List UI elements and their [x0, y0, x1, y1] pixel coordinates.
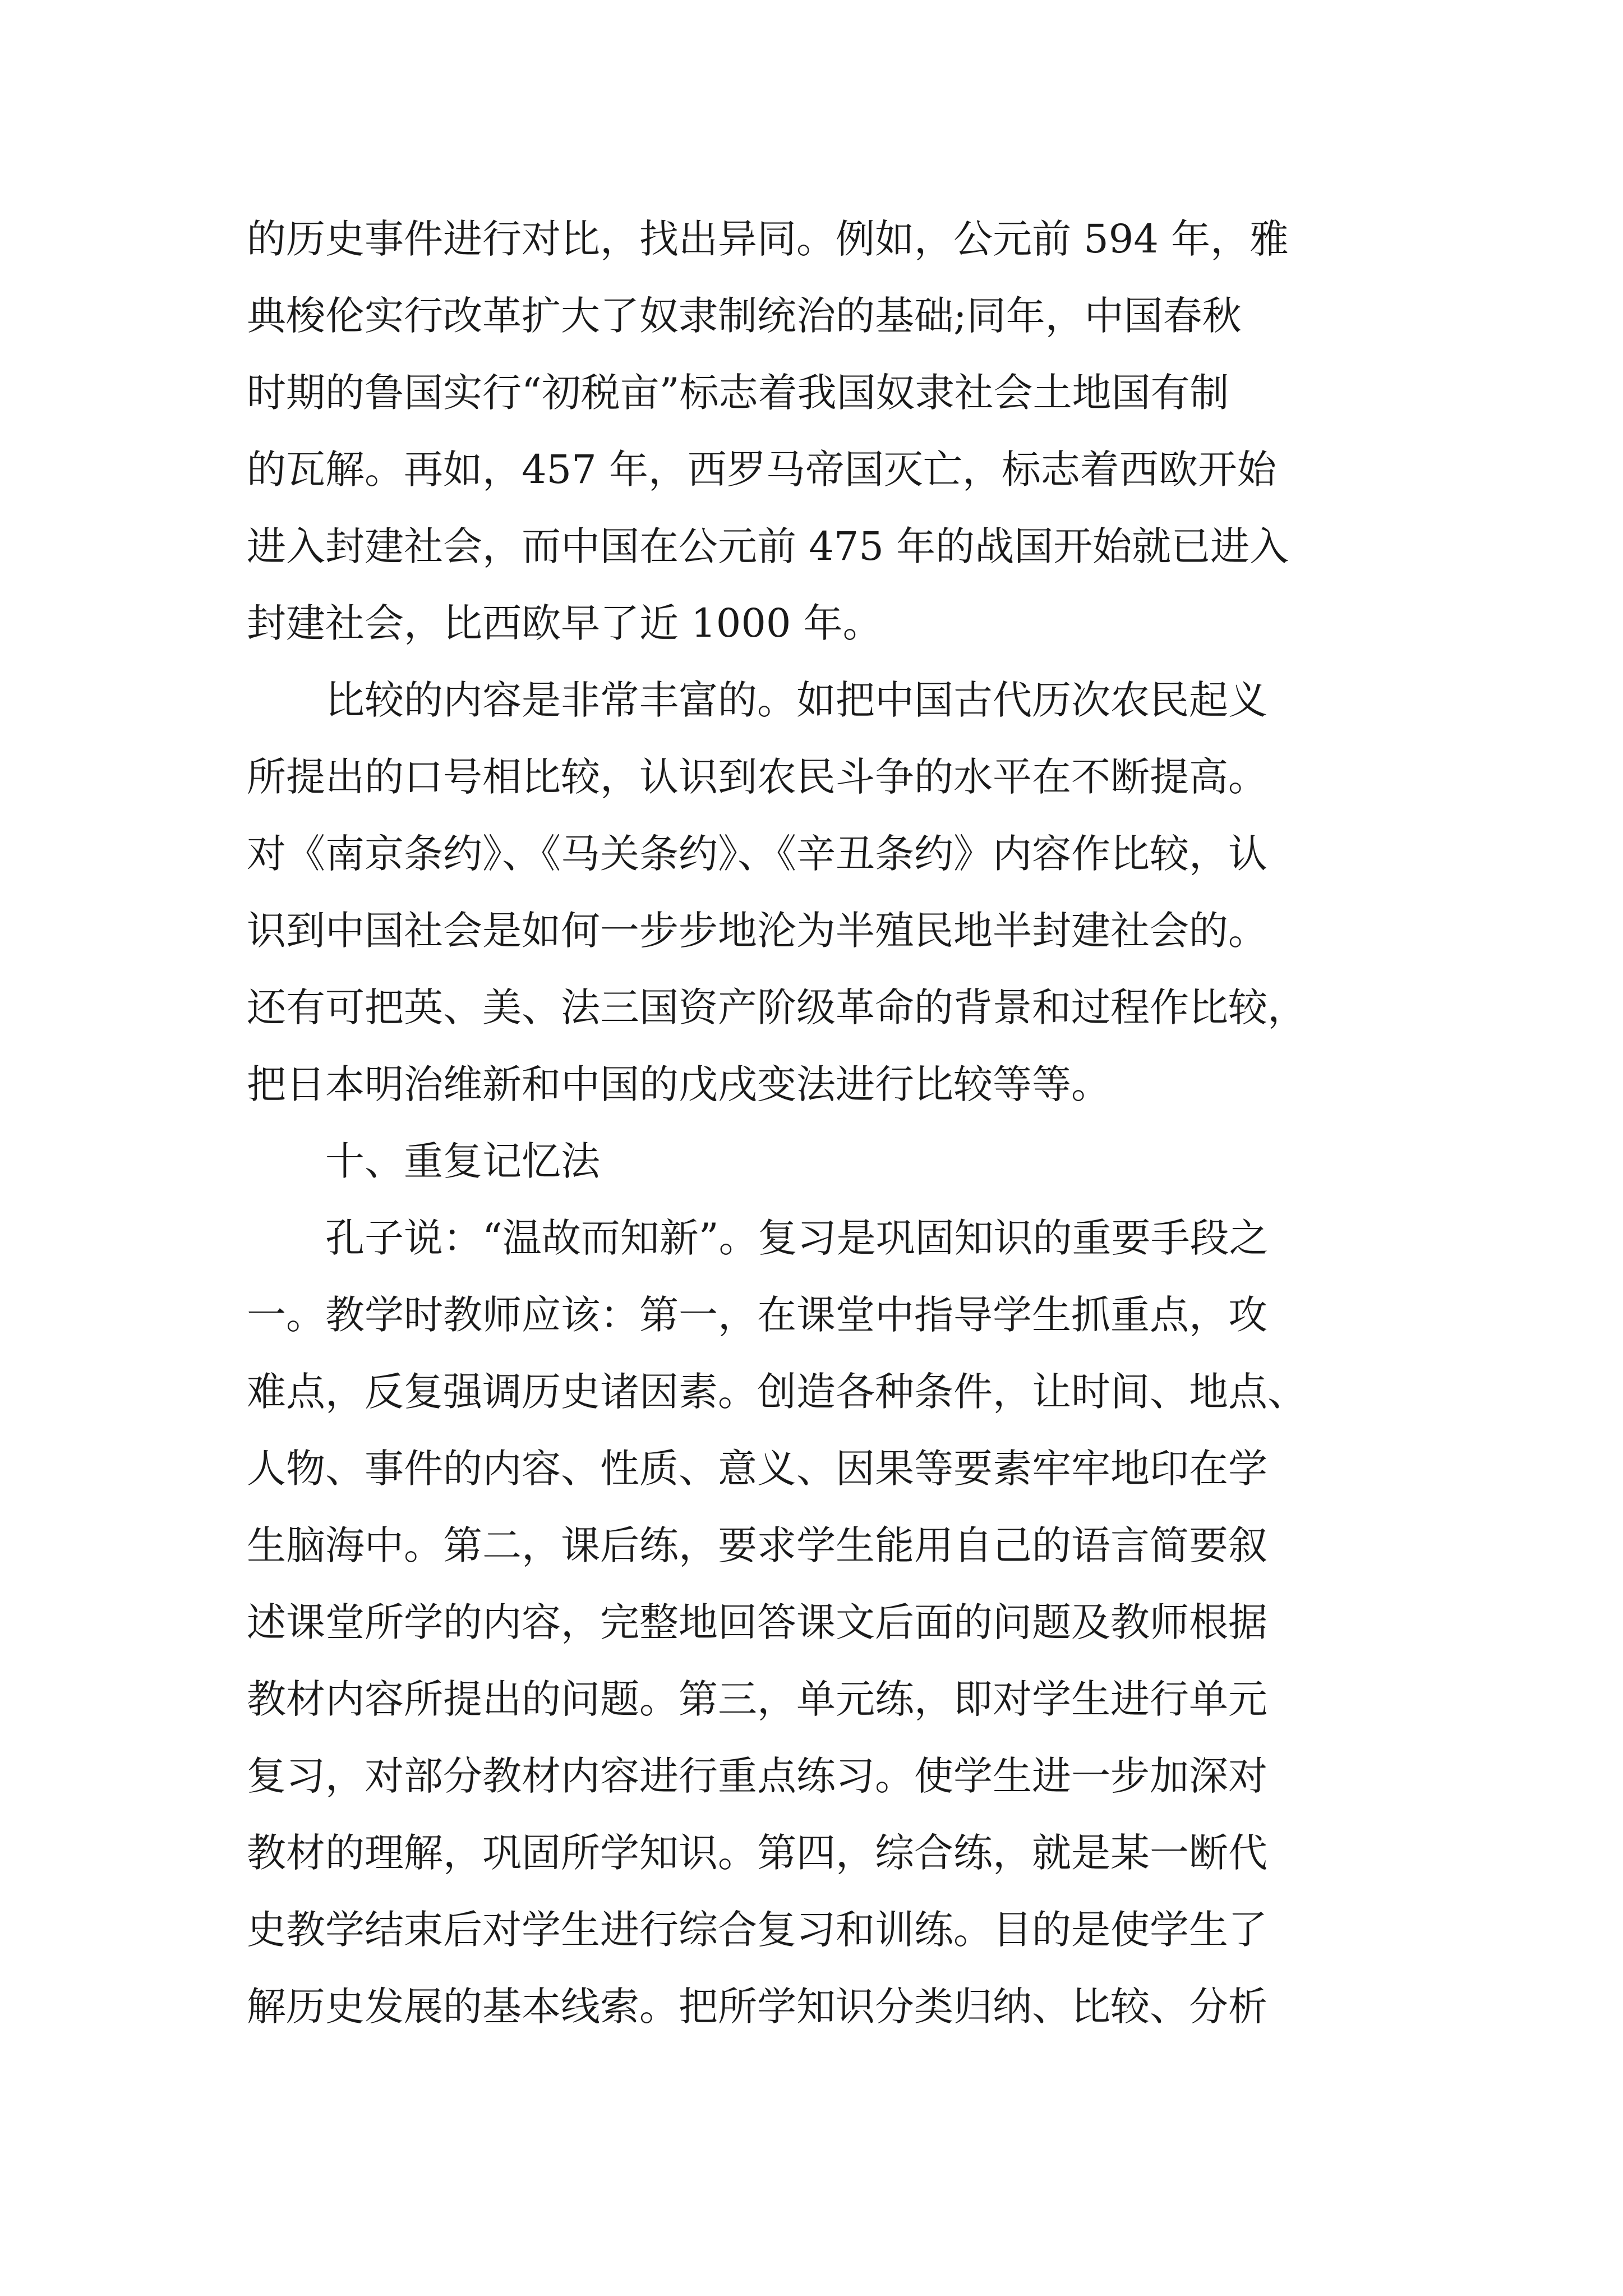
text-line: 解历史发展的基本线索。把所学知识分类归纳、比较、分析: [247, 1984, 1267, 2030]
text-line: 对《南京条约》、《马关条约》、《辛丑条约》内容作比较，认: [247, 831, 1267, 877]
text-line: 的历史事件进行对比，找出异同。例如，公元前 594 年，雅: [247, 216, 1289, 262]
text-line: 人物、事件的内容、性质、意义、因果等要素牢牢地印在学: [247, 1446, 1267, 1492]
section-heading: 十、重复记忆法: [325, 1138, 600, 1184]
text-line: 封建社会，比西欧早了近 1000 年。: [247, 600, 882, 646]
text-line: 所提出的口号相比较，认识到农民斗争的水平在不断提高。: [247, 754, 1267, 800]
paragraph-start-line: 比较的内容是非常丰富的。如把中国古代历次农民起义: [325, 677, 1267, 723]
text-line: 时期的鲁国实行“初税亩”标志着我国奴隶社会土地国有制: [247, 370, 1229, 416]
text-line: 还有可把英、美、法三国资产阶级革命的背景和过程作比较，: [247, 984, 1307, 1030]
text-line: 述课堂所学的内容，完整地回答课文后面的问题及教师根据: [247, 1599, 1267, 1645]
paragraph-start-line: 孔子说：“温故而知新”。复习是巩固知识的重要手段之: [325, 1215, 1269, 1261]
text-line: 生脑海中。第二，课后练，要求学生能用自己的语言简要叙: [247, 1522, 1267, 1568]
text-line: 典梭伦实行改革扩大了奴隶制统治的基础;同年，中国春秋: [247, 293, 1242, 339]
text-line: 识到中国社会是如何一步步地沦为半殖民地半封建社会的。: [247, 908, 1267, 954]
text-line: 教材的理解，巩固所学知识。第四，综合练，就是某一断代: [247, 1830, 1267, 1876]
text-line: 一。教学时教师应该：第一，在课堂中指导学生抓重点，攻: [247, 1292, 1267, 1338]
text-line: 把日本明治维新和中国的戊戌变法进行比较等等。: [247, 1061, 1110, 1107]
text-line: 复习，对部分教材内容进行重点练习。使学生进一步加深对: [247, 1753, 1267, 1799]
text-line: 教材内容所提出的问题。第三，单元练，即对学生进行单元: [247, 1676, 1267, 1722]
text-line: 难点，反复强调历史诸因素。创造各种条件，让时间、地点、: [247, 1369, 1307, 1415]
text-line: 的瓦解。再如，457 年，西罗马帝国灭亡，标志着西欧开始: [247, 447, 1276, 493]
body-text: [247, 201, 1391, 2045]
text-line: 进入封建社会，而中国在公元前 475 年的战国开始就已进入: [247, 523, 1289, 569]
text-line: 史教学结束后对学生进行综合复习和训练。目的是使学生了: [247, 1907, 1267, 1953]
